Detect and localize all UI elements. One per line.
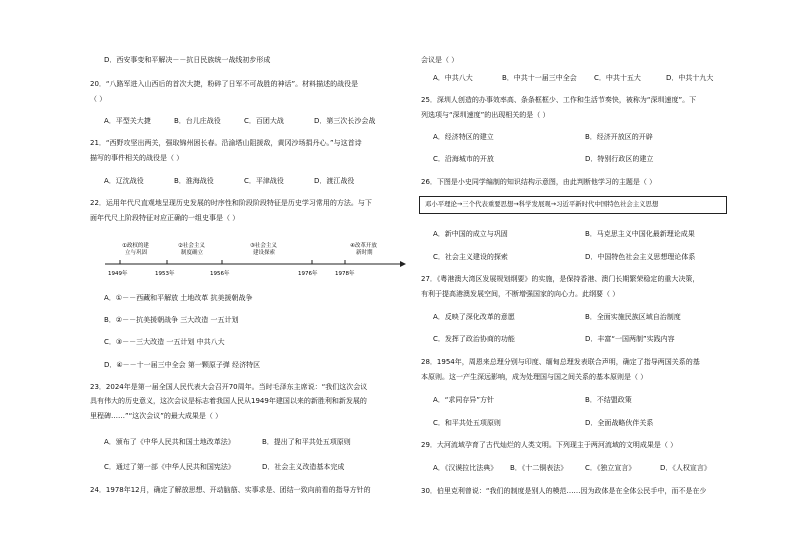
q23-stem-cont2: 里程碑……”“这次会议”的最大成果是（ ） [90, 412, 223, 420]
q25-option-a: A．经济特区的建立 [433, 133, 494, 141]
q22-stem-cont: 面年代尺上阶段特征对应正确的一组史事是（ ） [90, 214, 240, 222]
q28-stem: 28．1954年，周恩来总理分别与印度、缅甸总理发表联合声明，确定了指导两国关系的基 [421, 358, 700, 366]
q28-option-a: A．“求同存异”方针 [433, 396, 495, 404]
q24-option-b: B．中共十一届三中全会 [502, 74, 577, 82]
q23-option-a: A．颁布了《中华人民共和国土地改革法》 [104, 438, 235, 446]
q25-stem: 25．深圳人创造的办事效率高、条条框框少、工作和生活节奏快，被称为“深圳速度”。下 [421, 96, 697, 104]
label-2-line2: 制度确立 [181, 250, 204, 256]
q28-option-b: B．不结盟政策 [585, 396, 632, 404]
q25-option-d: D．特别行政区的建立 [585, 155, 654, 163]
q23-option-d: D．社会主义改造基本完成 [262, 463, 345, 471]
q30-stem: 30．伯里克利曾说：“我们的制度是别人的模范……因为政体是在全体公民手中，而不是在少 [421, 487, 707, 495]
label-2-line1: ②社会主义 [178, 243, 205, 249]
year-1976: 1976年 [298, 271, 318, 277]
q27-option-b: B．全面实施民族区域自治制度 [585, 313, 681, 321]
q26-option-d: D．中国特色社会主义思想理论体系 [585, 253, 696, 261]
q21-stem-cont: 描写的事件相关的战役是（ ） [90, 154, 184, 162]
label-1-line1: ①政权的建 [122, 243, 149, 249]
q23-option-c: C．通过了第一部《中华人民共和国宪法》 [104, 463, 235, 471]
year-1953: 1953年 [155, 271, 175, 277]
q23-stem-cont1: 具有伟大的历史意义，这次会议是标志着我国人民从1949年建国以来的新胜利和新发展的 [90, 397, 367, 405]
q26-option-a: A．新中国的成立与巩固 [433, 230, 508, 238]
q19-option-d: D．西安事变和平解决－－抗日民族统一战线初步形成 [104, 56, 271, 64]
year-ruler-figure [100, 240, 410, 280]
q21-option-b: B．淮海战役 [174, 177, 214, 185]
q23-option-b: B．提出了和平共处五项原则 [262, 438, 351, 446]
q20-option-d: D．第三次长沙会战 [314, 117, 376, 125]
q26-option-c: C．社会主义建设的探索 [433, 253, 508, 261]
q21-option-d: D．渡江战役 [314, 177, 355, 185]
q20-stem: 20．“八路军进入山西后的首次大捷，粉碎了日军不可战胜的神话”。材料描述的战役是 [90, 80, 359, 88]
q27-stem: 27．《粤港澳大湾区发展规划纲要》的实施，是保持香港、澳门长期繁荣稳定的重大决策， [421, 275, 700, 283]
q27-option-a: A．反映了深化改革的意愿 [433, 313, 515, 321]
label-4-line2: 新时期 [356, 250, 373, 256]
q22-option-c: C．③－－三大改造 一五计划 中共八大 [104, 338, 225, 346]
q23-stem: 23．2024年是第一届全国人民代表大会召开70周年。当时毛泽东主席说：“我们这次会议 [90, 383, 368, 391]
q21-option-a: A．辽沈战役 [104, 177, 144, 185]
q20-option-b: B．台儿庄战役 [174, 117, 221, 125]
q22-option-b: B．②－－抗美援朝战争 三大改造 一五计划 [104, 316, 239, 324]
ruler-arrow-icon [400, 261, 406, 267]
q29-option-d: D．《人权宣言》 [660, 464, 711, 472]
q29-stem: 29．大河流域孕育了古代灿烂的人类文明。下列现主于两河流域的文明成果是（ ） [421, 441, 678, 449]
q25-stem-cont: 列选项与“深圳速度”的出现相关的是（ ） [421, 111, 550, 119]
q27-stem-cont: 有利于提高港澳发展空间，不断增强国家的向心力。此纲要（ ） [421, 290, 620, 298]
q26-stem: 26．下图是小史同学编制的知识结构示意图，由此判断他学习的主题是（ ） [421, 178, 657, 186]
label-3-line1: ③社会主义 [250, 243, 277, 249]
q29-option-a: A．《汉谟拉比法典》 [433, 464, 498, 472]
q28-option-c: C．和平共处五项原则 [433, 419, 501, 427]
q24-option-a: A．中共八大 [433, 74, 473, 82]
q22-stem: 22．运用年代尺直观地呈现历史发展的时序性和阶段阶段特征是历史学习常用的方法。与下 [90, 199, 372, 207]
knowledge-structure-text: 邓小平理论→三个代表重要思想→科学发展观→习近平新时代中国特色社会主义思想 [425, 200, 659, 208]
year-1978: 1978年 [335, 271, 355, 277]
q20-option-a: A．平型关大捷 [104, 117, 151, 125]
q24-stem: 24．1978年12月，确定了解放思想、开动脑筋、实事求是、团结一致向前看的指导方针的 [90, 486, 371, 494]
q27-option-c: C．发挥了政治协商的功能 [433, 335, 515, 343]
q20-option-c: C．百团大战 [244, 117, 284, 125]
q28-stem-cont: 本原则。这一产生深远影响，成为处理国与国之间关系的基本原则是（ ） [421, 373, 648, 381]
q22-option-d: D．④－－十一届三中全会 第一颗原子弹 经济特区 [104, 361, 261, 369]
label-4-line1: ④改革开放 [350, 243, 377, 249]
label-3-line2: 建设探索 [253, 250, 276, 256]
q24-option-c: C．中共十五大 [594, 74, 641, 82]
q27-option-d: D．丰富“一国两制”实践内容 [585, 335, 675, 343]
label-1-line2: 立与巩固 [125, 250, 148, 256]
q22-option-a: A．①－－西藏和平解放 土地改革 抗美援朝战争 [104, 294, 253, 302]
q24-option-d: D．中共十九大 [666, 74, 714, 82]
q29-option-c: C．《独立宣言》 [585, 464, 636, 472]
q26-option-b: B．马克思主义中国化最新理论成果 [585, 230, 695, 238]
q21-stem: 21．“西野攻坚出两关，强取锦州困长春。沿渝塔山阻援敌，黄冈沙场捐丹心。”与这首诗 [90, 139, 362, 147]
q24-stem-cont: 会议是（ ） [421, 56, 459, 64]
q29-option-b: B．《十二铜表法》 [510, 464, 568, 472]
q25-option-c: C．沿海城市的开放 [433, 155, 494, 163]
q20-stem-cont: （ ） [90, 95, 107, 103]
q28-option-d: D．全面战略伙伴关系 [585, 419, 654, 427]
year-1949: 1949年 [108, 271, 128, 277]
q25-option-b: B．经济开放区的开辟 [585, 133, 653, 141]
q21-option-c: C．平津战役 [244, 177, 284, 185]
year-1956: 1956年 [210, 271, 230, 277]
